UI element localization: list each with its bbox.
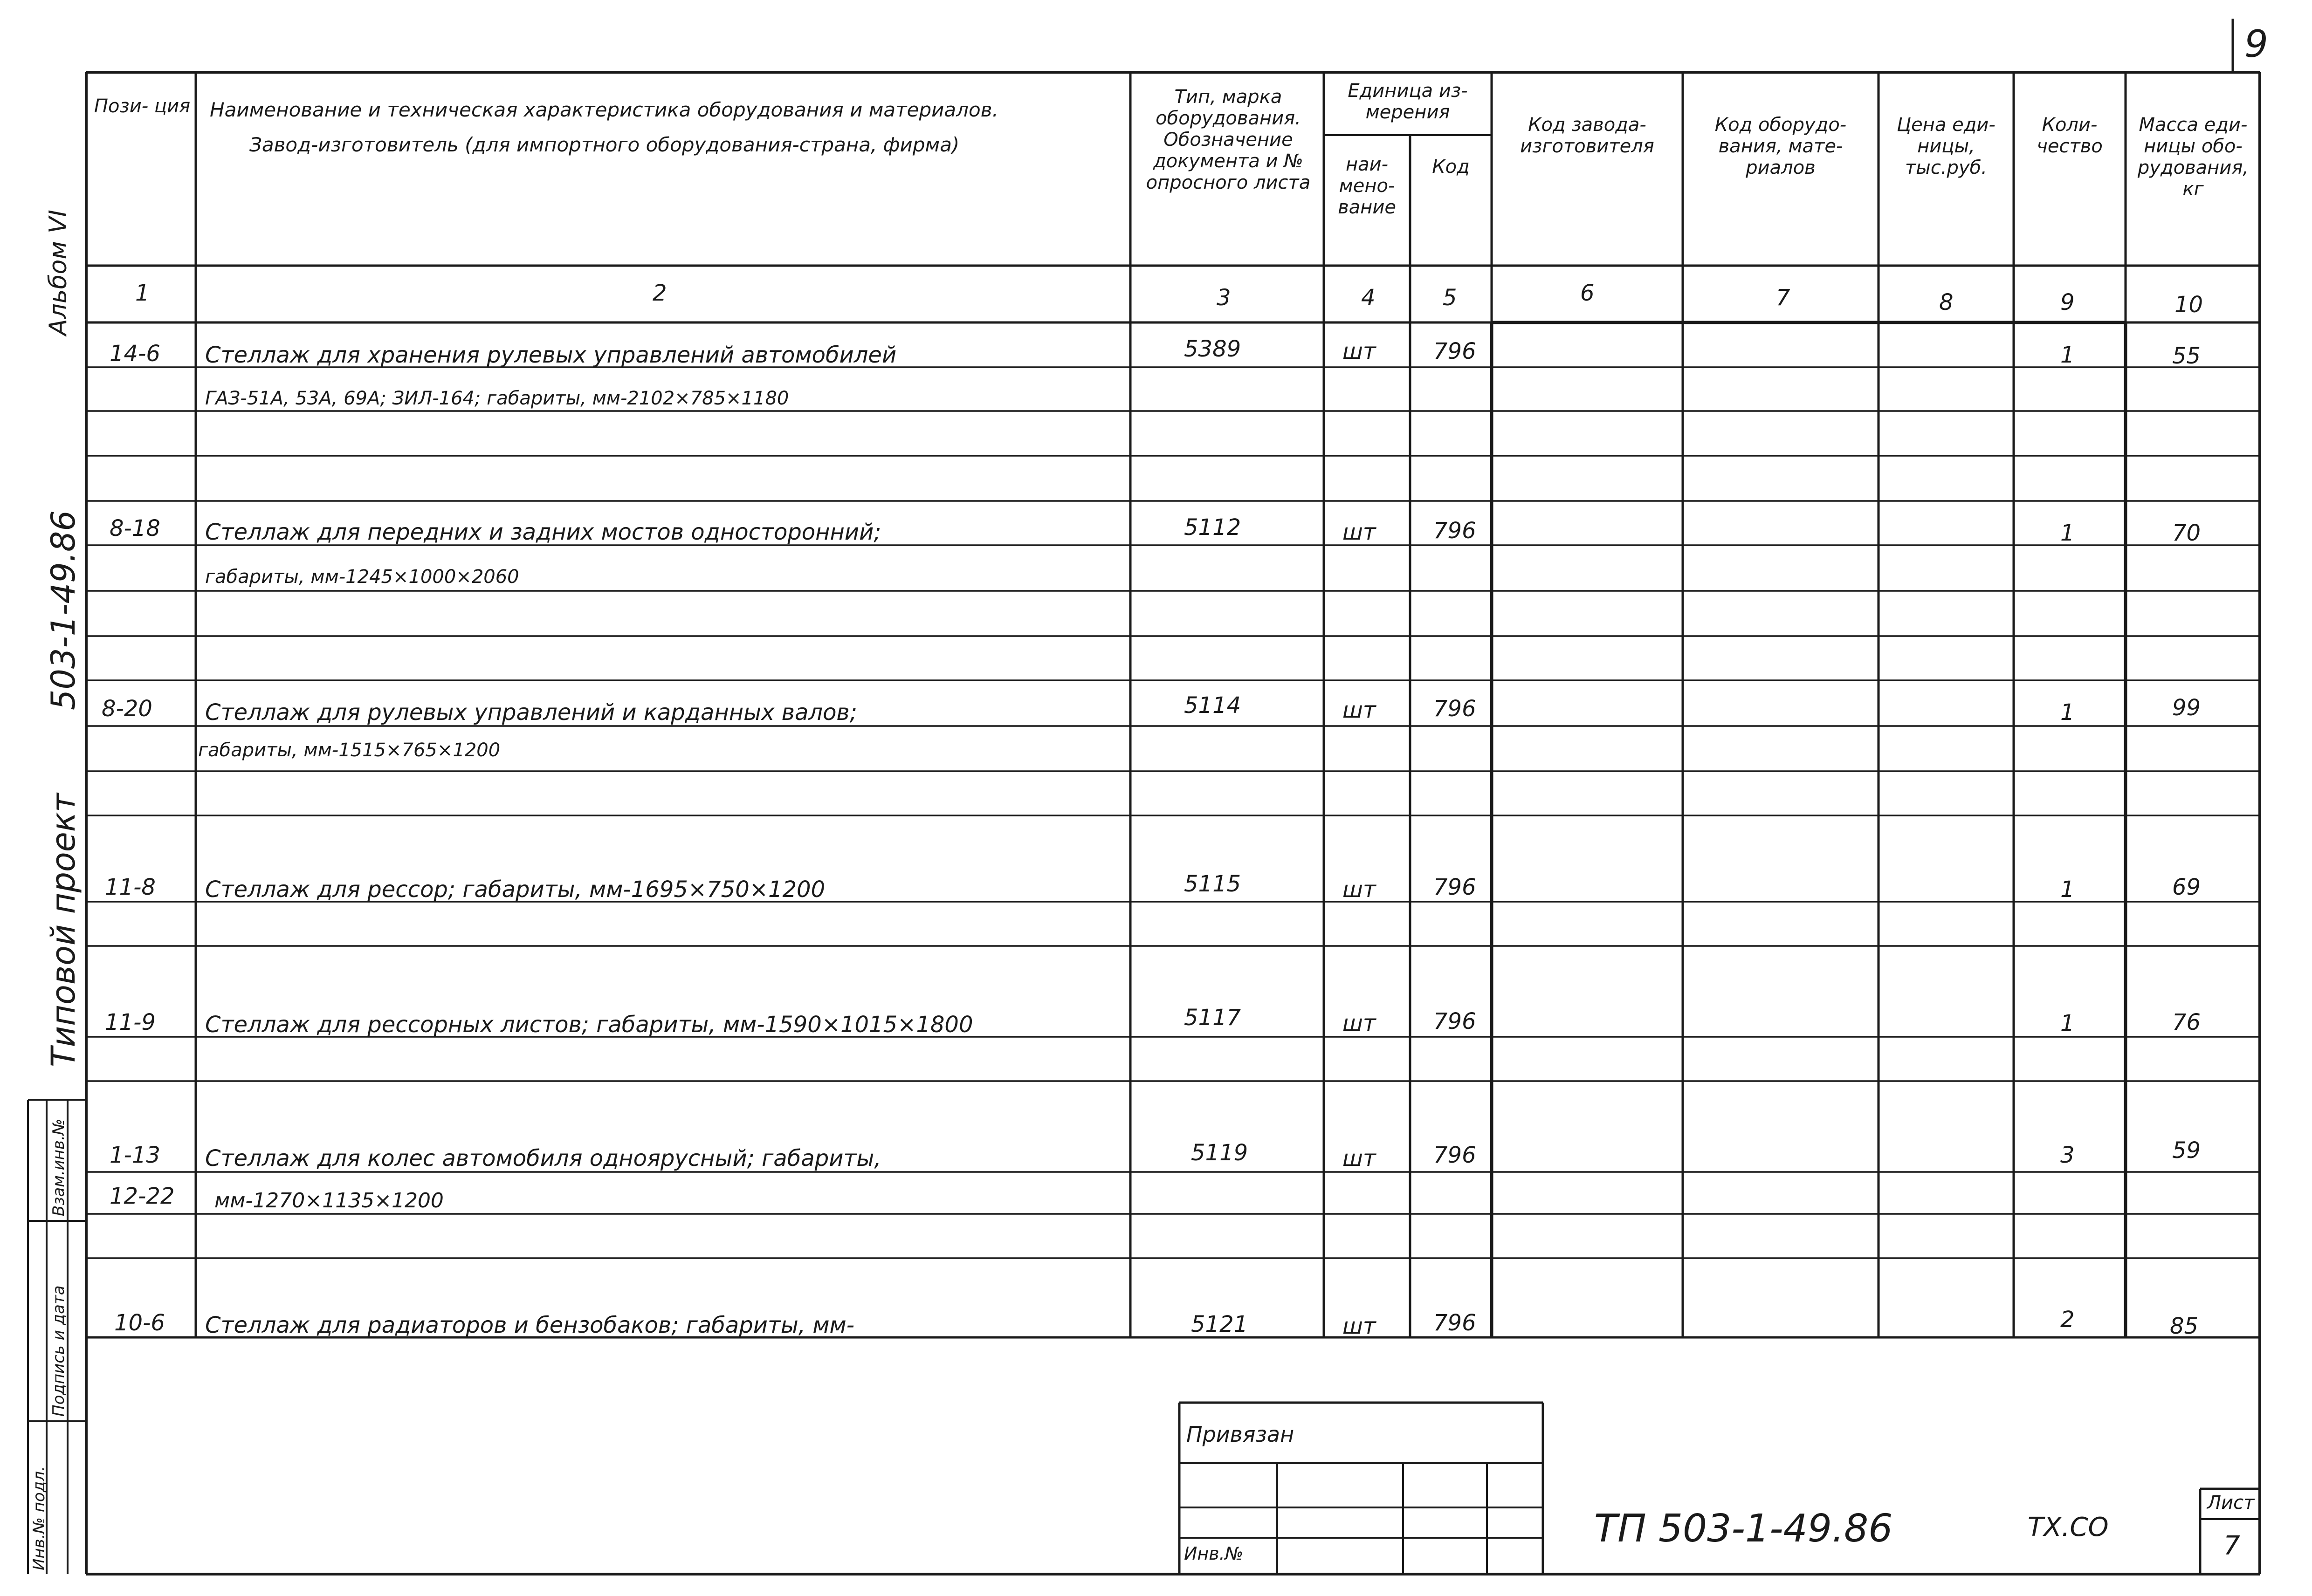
row1-quantity: 1 — [2060, 342, 2075, 368]
col-num-1: 1 — [135, 280, 150, 306]
col-num-4: 4 — [1361, 285, 1376, 311]
header-price: Цена еди- ницы, тыс.руб. — [1897, 114, 1995, 178]
row5-quantity: 1 — [2060, 1010, 2075, 1036]
row5-code: 796 — [1433, 1008, 1476, 1034]
col-num-9: 9 — [2060, 289, 2075, 315]
col-num-2: 2 — [653, 280, 667, 306]
corner-sheet-number: 9 — [2244, 22, 2268, 66]
row5-name-line1: Стеллаж для рессорных листов; габариты, мм-1590×1015×1800 — [205, 1012, 973, 1038]
row3-unit: шт — [1342, 697, 1376, 723]
side-project-label: Типовой проект 503-1-49.86 — [44, 510, 83, 1067]
row4-name-line1: Стеллаж для рессор; габариты, мм-1695×750×1200 — [205, 877, 826, 903]
header-unit: Единица из- мерения — [1348, 80, 1468, 123]
row1-name-line2: ГАЗ-51А, 53А, 69А; ЗИЛ-164; габариты, мм-2102×785×1180 — [205, 388, 789, 409]
stamp-sheet-label: Лист — [2207, 1492, 2255, 1514]
header-position: Пози- ция — [94, 96, 191, 117]
header-name-line1: Наименование и техническая характеристика оборудования и материалов. — [210, 98, 998, 121]
row2-position: 8-18 — [110, 515, 160, 541]
side-stamp-sign: Подпись и дата — [49, 1285, 68, 1417]
row6-position: 1-13 — [110, 1142, 160, 1168]
row6-mass: 59 — [2172, 1137, 2201, 1164]
row2-quantity: 1 — [2060, 520, 2075, 546]
row2-mass: 70 — [2172, 520, 2201, 546]
row1-type: 5389 — [1184, 336, 1241, 362]
row6-code: 796 — [1433, 1142, 1476, 1168]
row6-position-2: 12-22 — [110, 1183, 175, 1209]
row7-position: 10-6 — [114, 1310, 165, 1336]
row6-unit: шт — [1342, 1145, 1376, 1171]
row5-unit: шт — [1342, 1010, 1376, 1036]
row3-name-line2: габариты, мм-1515×765×1200 — [198, 740, 501, 761]
header-quantity: Коли- чество — [2037, 114, 2103, 157]
stamp-sheet-number: 7 — [2223, 1531, 2240, 1561]
stamp-document-mark: ТХ.СО — [2028, 1512, 2109, 1542]
row6-type: 5119 — [1191, 1140, 1248, 1166]
header-unit-code: Код — [1432, 156, 1470, 178]
row3-mass: 99 — [2172, 695, 2201, 721]
row5-position: 11-9 — [105, 1009, 156, 1035]
row4-mass: 69 — [2172, 874, 2201, 900]
row2-type: 5112 — [1184, 514, 1241, 541]
row1-name-line1: Стеллаж для хранения рулевых управлений автомобилей — [205, 342, 897, 368]
col-num-8: 8 — [1939, 289, 1954, 315]
row2-code: 796 — [1433, 518, 1476, 544]
row7-quantity: 2 — [2060, 1307, 2075, 1333]
row7-unit: шт — [1342, 1313, 1376, 1339]
side-stamp-replace: Взам.инв.№ — [49, 1118, 68, 1216]
row1-position: 14-6 — [110, 341, 160, 367]
row4-position: 11-8 — [105, 874, 156, 900]
row4-quantity: 1 — [2060, 877, 2075, 903]
col-num-6: 6 — [1580, 280, 1595, 306]
col-num-7: 7 — [1776, 285, 1790, 311]
stamp-inv-label: Инв.№ — [1184, 1543, 1244, 1564]
row5-type: 5117 — [1184, 1005, 1241, 1031]
row2-name-line1: Стеллаж для передних и задних мостов односторонний; — [205, 519, 881, 545]
row4-unit: шт — [1342, 877, 1376, 903]
row5-mass: 76 — [2172, 1009, 2201, 1035]
row6-quantity: 3 — [2060, 1142, 2075, 1168]
col-num-10: 10 — [2174, 292, 2203, 318]
row2-name-line2: габариты, мм-1245×1000×2060 — [205, 566, 519, 588]
col-num-5: 5 — [1443, 285, 1457, 311]
row4-type: 5115 — [1184, 871, 1241, 897]
header-name-line2: Завод-изготовитель (для импортного оборудования-страна, фирма) — [249, 133, 960, 156]
row3-code: 796 — [1433, 696, 1476, 722]
stamp-document-code: ТП 503-1-49.86 — [1594, 1507, 1893, 1551]
col-num-3: 3 — [1217, 285, 1231, 311]
row7-type: 5121 — [1191, 1311, 1248, 1337]
header-unit-name: наи- мено- вание — [1338, 154, 1396, 218]
row7-name-line1: Стеллаж для радиаторов и бензобаков; габариты, мм- — [205, 1312, 855, 1338]
row7-mass: 85 — [2170, 1313, 2199, 1339]
row4-code: 796 — [1433, 874, 1476, 900]
header-equip-code: Код оборудо- вания, мате- риалов — [1714, 114, 1847, 178]
row7-code: 796 — [1433, 1310, 1476, 1336]
row1-mass: 55 — [2172, 343, 2201, 369]
header-mass: Масса еди- ницы обо- рудования, кг — [2137, 114, 2249, 200]
side-album-label: Альбом VI — [44, 209, 72, 336]
side-stamp-inv: Инв.№ подл. — [30, 1466, 48, 1570]
row1-unit: шт — [1342, 338, 1376, 364]
header-type: Тип, марка оборудования. Обозначение документа и № опросного листа — [1146, 86, 1311, 193]
stamp-bound-label: Привязан — [1186, 1422, 1294, 1447]
row3-type: 5114 — [1184, 692, 1241, 719]
header-maker-code: Код завода- изготовителя — [1520, 114, 1654, 157]
row3-position: 8-20 — [102, 696, 152, 722]
row2-unit: шт — [1342, 519, 1376, 545]
row3-name-line1: Стеллаж для рулевых управлений и карданных валов; — [205, 699, 857, 726]
row1-code: 796 — [1433, 338, 1476, 364]
row3-quantity: 1 — [2060, 699, 2075, 726]
row6-name-line1: Стеллаж для колес автомобиля одноярусный; габариты, — [205, 1145, 881, 1171]
row6-name-line2: мм-1270×1135×1200 — [214, 1189, 444, 1212]
